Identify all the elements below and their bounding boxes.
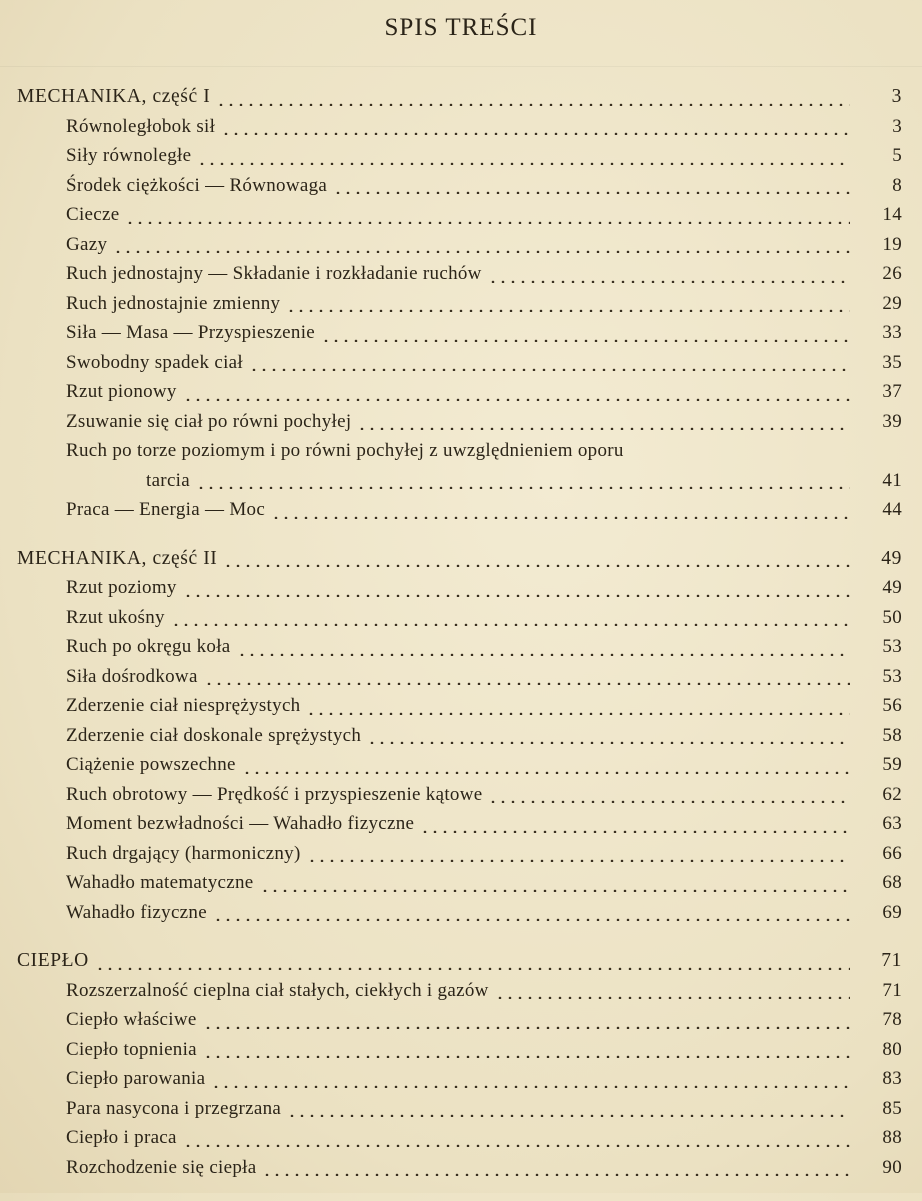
toc-entry[interactable] [0, 1094, 922, 1124]
entry-label: Siły równoległe [66, 145, 192, 166]
entry-label: Praca — Energia — Moc [66, 499, 266, 520]
page-number: 49 [882, 577, 902, 598]
toc-entry[interactable] [0, 632, 922, 662]
entry-label: Ciepło i praca [66, 1127, 177, 1148]
dot-leader [237, 650, 850, 656]
page-title: SPIS TREŚCI [384, 14, 538, 41]
entry-label: Rozchodzenie się ciepła [66, 1156, 257, 1178]
page-number: 19 [882, 233, 902, 255]
page-number: 85 [882, 1097, 902, 1119]
toc-entry[interactable] [0, 377, 922, 407]
toc-entry[interactable] [0, 809, 922, 839]
dot-leader [306, 709, 850, 715]
page-number: 3 [891, 86, 902, 107]
toc-entry[interactable] [0, 662, 922, 692]
entry-label: Siła — Masa — Przyspieszenie [66, 322, 316, 343]
dot-leader [221, 129, 850, 135]
toc-entry[interactable] [0, 573, 922, 603]
dot-leader [183, 1141, 850, 1147]
entry-label: Moment bezwładności — Wahadło fizyczne [66, 813, 415, 834]
page-number: 49 [881, 547, 902, 569]
dot-leader [357, 424, 850, 430]
toc-entry[interactable] [0, 112, 922, 142]
dot-leader [95, 964, 850, 970]
dot-leader [488, 277, 850, 283]
page-number: 90 [882, 1156, 902, 1178]
section-heading-label: CIEPŁO [17, 950, 89, 971]
page-number: 53 [882, 636, 902, 657]
section-heading[interactable] [0, 946, 922, 976]
dot-leader [495, 993, 850, 999]
entry-label: Równoległobok sił [66, 115, 216, 137]
toc-entry[interactable] [0, 603, 922, 633]
section-heading[interactable] [0, 544, 922, 574]
dot-leader [183, 395, 850, 401]
entry-label: Rzut poziomy [66, 577, 177, 598]
toc-section [0, 946, 922, 1182]
entry-label: Ruch jednostajny — Składanie i rozkładanie ruchów [66, 263, 482, 284]
page-number: 35 [882, 351, 902, 373]
page-number: 44 [882, 499, 902, 520]
dot-leader [242, 768, 850, 774]
section-heading-label: MECHANIKA, część II [17, 547, 218, 569]
entry-label: Ciecze [66, 204, 120, 225]
entry-label: Ruch obrotowy — Prędkość i przyspieszenie kątowe [66, 783, 483, 805]
dot-leader [211, 1082, 850, 1088]
entry-label: Zderzenie ciał niesprężystych [66, 695, 301, 716]
toc-entry[interactable] [0, 868, 922, 898]
toc-entry[interactable] [0, 1005, 922, 1035]
toc-entry[interactable] [0, 750, 922, 780]
page-number: 3 [892, 115, 902, 137]
page-number: 26 [882, 263, 902, 284]
dot-leader [262, 1170, 850, 1176]
entry-label: Swobodny spadek ciał [66, 351, 243, 373]
dot-leader [113, 247, 850, 253]
toc-entry[interactable] [0, 898, 922, 928]
dot-leader [307, 856, 850, 862]
toc-entry[interactable] [0, 1153, 922, 1183]
page-number: 71 [881, 950, 902, 971]
page-number: 68 [882, 872, 902, 893]
entry-label: Zderzenie ciał doskonale sprężystych [66, 724, 362, 746]
toc-entry-continuation[interactable] [0, 466, 922, 496]
page-number: 80 [882, 1038, 902, 1060]
dot-leader [260, 886, 850, 892]
entry-label: Środek ciężkości — Równowaga [66, 174, 328, 196]
entry-label: Ruch po torze poziomym i po równi pochyłej z uwzględnieniem oporu [66, 440, 624, 461]
section-heading[interactable] [0, 82, 922, 112]
page-number: 5 [892, 145, 902, 166]
dot-leader [125, 218, 850, 224]
entry-label: Siła dośrodkowa [66, 665, 198, 687]
dot-leader [213, 915, 850, 921]
page-number: 33 [882, 322, 902, 343]
toc-entry[interactable] [0, 171, 922, 201]
dot-leader [171, 620, 850, 626]
toc-entry[interactable] [0, 318, 922, 348]
dot-leader [271, 513, 850, 519]
dot-leader [183, 591, 850, 597]
toc-entry[interactable] [0, 780, 922, 810]
entry-label: Wahadło fizyczne [66, 901, 207, 923]
page-number: 39 [882, 410, 902, 432]
page-number: 78 [882, 1009, 902, 1030]
page-number: 69 [882, 901, 902, 923]
page-number: 63 [882, 813, 902, 834]
page-number: 71 [882, 979, 902, 1001]
page-number: 14 [882, 204, 902, 225]
toc-entry[interactable] [0, 1035, 922, 1065]
toc-entry[interactable] [0, 259, 922, 289]
divider [0, 66, 922, 67]
toc-entry[interactable] [0, 348, 922, 378]
entry-label: Gazy [66, 233, 108, 255]
dot-leader [249, 365, 850, 371]
entry-label: Rozszerzalność cieplna ciał stałych, ciekłych i gazów [66, 979, 489, 1001]
toc-entry[interactable] [0, 289, 922, 319]
entry-label: Ciepło parowania [66, 1068, 206, 1089]
page-number: 83 [882, 1068, 902, 1089]
dot-leader [367, 738, 850, 744]
page-number: 37 [882, 381, 902, 402]
dot-leader [197, 159, 850, 165]
dot-leader [223, 561, 850, 567]
dot-leader [321, 336, 850, 342]
toc-entry[interactable] [0, 721, 922, 751]
page-number: 66 [882, 842, 902, 864]
entry-label: Ciepło właściwe [66, 1009, 197, 1030]
toc-entry[interactable] [0, 200, 922, 230]
toc-entry[interactable] [0, 141, 922, 171]
dot-leader [488, 797, 850, 803]
page-number: 41 [882, 469, 902, 491]
dot-leader [204, 679, 850, 685]
dot-leader [287, 1111, 850, 1117]
entry-label: Ciepło topnienia [66, 1038, 197, 1060]
entry-label: Zsuwanie się ciał po równi pochyłej [66, 410, 352, 432]
toc-section [0, 82, 922, 525]
toc-entry[interactable] [0, 230, 922, 260]
dot-leader [203, 1023, 850, 1029]
entry-label-continuation: tarcia [146, 469, 190, 491]
entry-label: Ruch jednostajnie zmienny [66, 292, 281, 314]
page-number: 8 [892, 174, 902, 196]
section-heading-label: MECHANIKA, część I [17, 86, 211, 107]
page-number: 62 [882, 783, 902, 805]
toc-section [0, 544, 922, 928]
dot-leader [203, 1052, 850, 1058]
toc-entry[interactable] [0, 839, 922, 869]
toc-entry[interactable] [0, 976, 922, 1006]
entry-label: Ruch po okręgu koła [66, 636, 231, 657]
entry-label: Para nasycona i przegrzana [66, 1097, 282, 1119]
entry-label: Wahadło matematyczne [66, 872, 254, 893]
entry-label: Ruch drgający (harmoniczny) [66, 842, 301, 864]
toc-entry[interactable] [0, 495, 922, 525]
dot-leader [216, 100, 850, 106]
page-number: 88 [882, 1127, 902, 1148]
page-number: 59 [882, 754, 902, 775]
dot-leader [286, 306, 850, 312]
toc-sections [0, 82, 922, 1201]
entry-label: Ciążenie powszechne [66, 754, 236, 775]
page-number: 53 [882, 665, 902, 687]
page-number: 50 [882, 606, 902, 628]
toc-entry[interactable] [0, 1064, 922, 1094]
page-number: 29 [882, 292, 902, 314]
page-number: 58 [882, 724, 902, 746]
dot-leader [333, 188, 850, 194]
entry-label: Rzut pionowy [66, 381, 177, 402]
toc-entry[interactable] [0, 1123, 922, 1153]
page-number: 56 [882, 695, 902, 716]
toc-entry[interactable] [0, 436, 922, 466]
toc-entry[interactable] [0, 691, 922, 721]
toc-entry[interactable] [0, 407, 922, 437]
dot-leader [196, 483, 850, 489]
entry-label: Rzut ukośny [66, 606, 165, 628]
dot-leader [420, 827, 850, 833]
